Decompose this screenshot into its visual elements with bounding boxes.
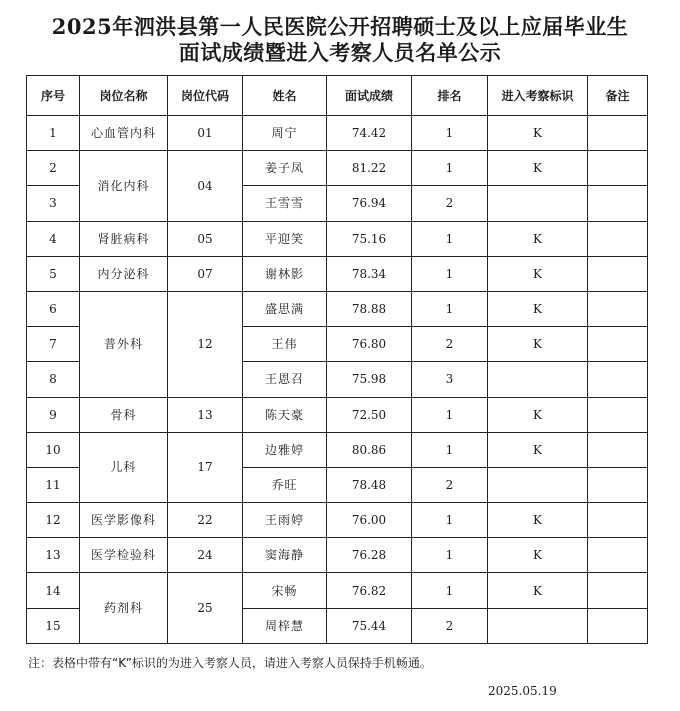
document-title-line1: 2025年泗洪县第一人民医院公开招聘硕士及以上应届毕业生 — [51, 14, 629, 39]
cell-score: 76.80 — [327, 327, 412, 362]
cell-seq: 4 — [27, 221, 80, 256]
table-row — [27, 538, 648, 573]
cell-seq: 3 — [27, 186, 80, 221]
cell-position-name: 医学影像科 — [80, 503, 168, 538]
cell-inspection-mark: K — [488, 151, 588, 186]
cell-inspection-mark — [488, 186, 588, 221]
cell-rank: 1 — [412, 503, 488, 538]
cell-remark — [588, 432, 648, 467]
cell-inspection-mark: K — [488, 538, 588, 573]
cell-name: 窦海静 — [243, 538, 327, 573]
table-row — [27, 397, 648, 432]
header-seq: 序号 — [27, 76, 80, 116]
table-row — [27, 291, 648, 326]
cell-name: 边雅婷 — [243, 432, 327, 467]
cell-score: 74.42 — [327, 116, 412, 151]
cell-name: 王雪雪 — [243, 186, 327, 221]
cell-seq: 15 — [27, 608, 80, 643]
table-row — [27, 256, 648, 291]
table-header-row — [27, 76, 648, 116]
cell-inspection-mark: K — [488, 397, 588, 432]
cell-position-code: 12 — [168, 291, 243, 397]
cell-rank: 1 — [412, 573, 488, 608]
cell-inspection-mark: K — [488, 503, 588, 538]
cell-remark — [588, 186, 648, 221]
cell-position-name: 儿科 — [80, 432, 168, 502]
publish-date: 2025.05.19 — [488, 684, 557, 698]
cell-name: 乔旺 — [243, 467, 327, 502]
cell-score: 75.98 — [327, 362, 412, 397]
cell-rank: 1 — [412, 151, 488, 186]
cell-rank: 2 — [412, 467, 488, 502]
cell-inspection-mark: K — [488, 221, 588, 256]
cell-position-code: 01 — [168, 116, 243, 151]
cell-name: 平迎笑 — [243, 221, 327, 256]
cell-name: 王雨婷 — [243, 503, 327, 538]
header-position-code: 岗位代码 — [168, 76, 243, 116]
cell-inspection-mark: K — [488, 573, 588, 608]
cell-score: 76.28 — [327, 538, 412, 573]
cell-score: 75.44 — [327, 608, 412, 643]
cell-remark — [588, 608, 648, 643]
cell-name: 谢林影 — [243, 256, 327, 291]
header-name: 姓名 — [243, 76, 327, 116]
cell-position-code: 24 — [168, 538, 243, 573]
header-score: 面试成绩 — [327, 76, 412, 116]
header-rank: 排名 — [412, 76, 488, 116]
cell-rank: 1 — [412, 397, 488, 432]
cell-inspection-mark — [488, 467, 588, 502]
cell-rank: 1 — [412, 432, 488, 467]
footnote: 注：表格中带有“K”标识的为进入考察人员，请进入考察人员保持手机畅通。 — [28, 656, 432, 670]
cell-remark — [588, 467, 648, 502]
cell-position-code: 07 — [168, 256, 243, 291]
header-remark: 备注 — [588, 76, 648, 116]
cell-position-name: 普外科 — [80, 291, 168, 397]
cell-remark — [588, 256, 648, 291]
cell-position-code: 05 — [168, 221, 243, 256]
cell-position-code: 13 — [168, 397, 243, 432]
cell-name: 宋畅 — [243, 573, 327, 608]
cell-name: 周宁 — [243, 116, 327, 151]
cell-remark — [588, 221, 648, 256]
table-row — [27, 432, 648, 467]
cell-name: 周梓慧 — [243, 608, 327, 643]
cell-inspection-mark — [488, 608, 588, 643]
table-row — [27, 151, 648, 186]
cell-inspection-mark: K — [488, 327, 588, 362]
cell-remark — [588, 573, 648, 608]
cell-seq: 6 — [27, 291, 80, 326]
cell-remark — [588, 397, 648, 432]
cell-name: 盛思满 — [243, 291, 327, 326]
table-row — [27, 221, 648, 256]
cell-position-code: 25 — [168, 573, 243, 643]
cell-rank: 3 — [412, 362, 488, 397]
table-body — [27, 116, 648, 644]
cell-position-name: 肾脏病科 — [80, 221, 168, 256]
table-row — [27, 116, 648, 151]
cell-seq: 13 — [27, 538, 80, 573]
cell-rank: 2 — [412, 327, 488, 362]
cell-inspection-mark: K — [488, 291, 588, 326]
cell-score: 78.34 — [327, 256, 412, 291]
header-inspection-mark: 进入考察标识 — [488, 76, 588, 116]
cell-rank: 2 — [412, 608, 488, 643]
cell-seq: 12 — [27, 503, 80, 538]
cell-name: 王恩召 — [243, 362, 327, 397]
cell-score: 78.88 — [327, 291, 412, 326]
cell-seq: 2 — [27, 151, 80, 186]
cell-seq: 10 — [27, 432, 80, 467]
cell-name: 姜子凤 — [243, 151, 327, 186]
results-table — [26, 75, 648, 644]
table-row — [27, 573, 648, 608]
cell-rank: 1 — [412, 256, 488, 291]
cell-rank: 1 — [412, 538, 488, 573]
cell-score: 75.16 — [327, 221, 412, 256]
cell-name: 王伟 — [243, 327, 327, 362]
cell-position-name: 消化内科 — [80, 151, 168, 221]
cell-remark — [588, 291, 648, 326]
cell-seq: 7 — [27, 327, 80, 362]
cell-inspection-mark: K — [488, 116, 588, 151]
cell-rank: 1 — [412, 116, 488, 151]
cell-remark — [588, 503, 648, 538]
cell-inspection-mark: K — [488, 432, 588, 467]
cell-position-name: 医学检验科 — [80, 538, 168, 573]
cell-position-code: 04 — [168, 151, 243, 221]
document-title-line2: 面试成绩暨进入考察人员名单公示 — [178, 40, 502, 65]
cell-score: 81.22 — [327, 151, 412, 186]
cell-seq: 1 — [27, 116, 80, 151]
cell-position-name: 心血管内科 — [80, 116, 168, 151]
cell-position-name: 骨科 — [80, 397, 168, 432]
cell-remark — [588, 116, 648, 151]
cell-score: 78.48 — [327, 467, 412, 502]
cell-inspection-mark — [488, 362, 588, 397]
cell-seq: 14 — [27, 573, 80, 608]
cell-seq: 5 — [27, 256, 80, 291]
cell-score: 76.94 — [327, 186, 412, 221]
cell-position-name: 内分泌科 — [80, 256, 168, 291]
cell-rank: 2 — [412, 186, 488, 221]
cell-score: 80.86 — [327, 432, 412, 467]
cell-name: 陈天豪 — [243, 397, 327, 432]
header-position-name: 岗位名称 — [80, 76, 168, 116]
cell-position-code: 22 — [168, 503, 243, 538]
cell-score: 76.82 — [327, 573, 412, 608]
cell-rank: 1 — [412, 291, 488, 326]
cell-seq: 11 — [27, 467, 80, 502]
cell-position-name: 药剂科 — [80, 573, 168, 643]
cell-score: 76.00 — [327, 503, 412, 538]
cell-score: 72.50 — [327, 397, 412, 432]
table-row — [27, 503, 648, 538]
cell-rank: 1 — [412, 221, 488, 256]
cell-remark — [588, 538, 648, 573]
cell-remark — [588, 151, 648, 186]
cell-remark — [588, 362, 648, 397]
cell-inspection-mark: K — [488, 256, 588, 291]
cell-position-code: 17 — [168, 432, 243, 502]
cell-remark — [588, 327, 648, 362]
cell-seq: 8 — [27, 362, 80, 397]
cell-seq: 9 — [27, 397, 80, 432]
